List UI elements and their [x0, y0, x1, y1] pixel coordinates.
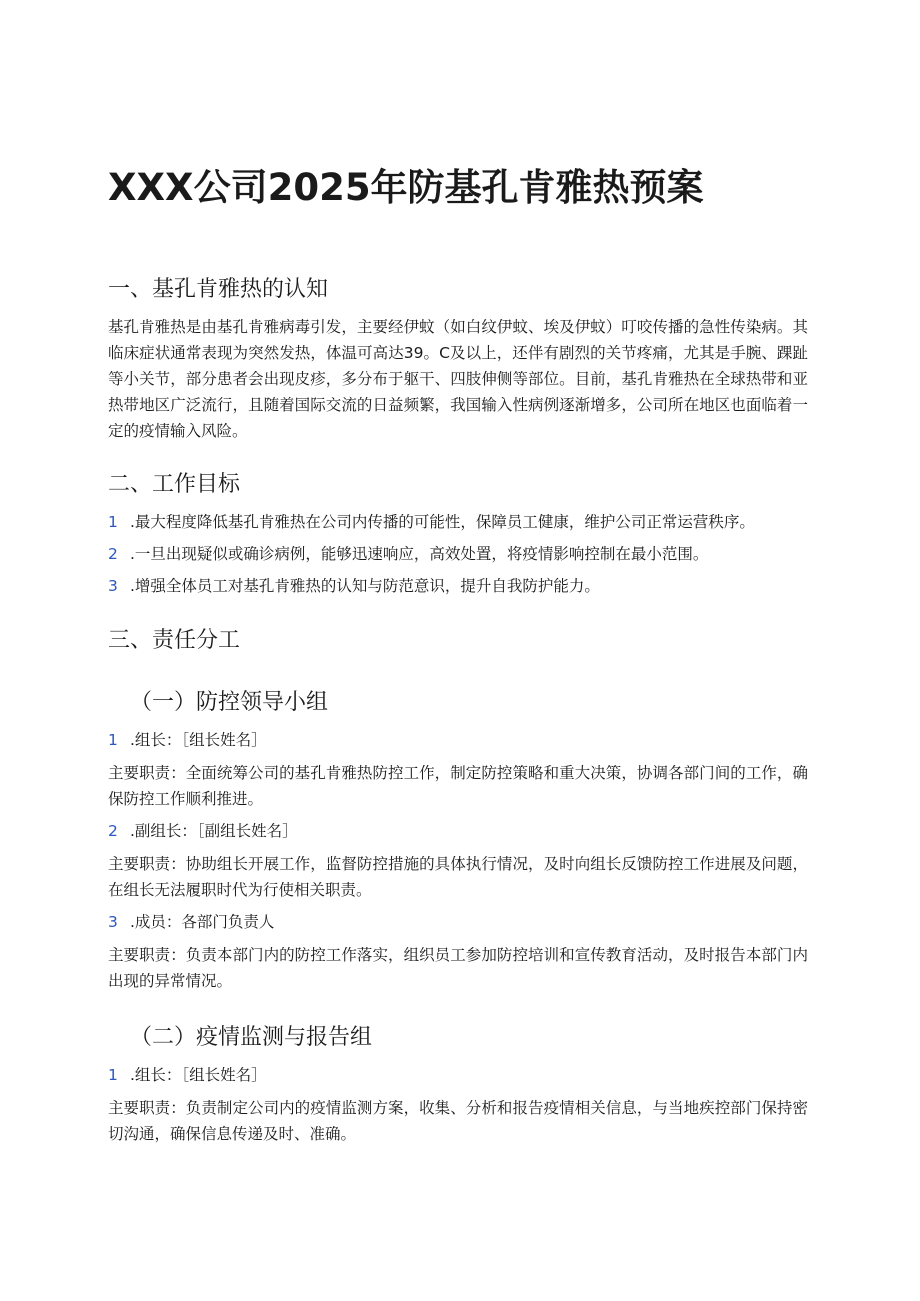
role-item: [108, 909, 808, 935]
role-text: .副组长：［副组长姓名］: [130, 822, 298, 840]
goal-text: .最大程度降低基孔肯雅热在公司内传播的可能性，保障员工健康，维护公司正常运营秩序。: [130, 513, 755, 531]
goal-item: [108, 509, 808, 535]
goal-text: .增强全体员工对基孔肯雅热的认知与防范意识，提升自我防护能力。: [130, 577, 600, 595]
role-item: [108, 1062, 808, 1088]
document-page: [108, 160, 808, 1147]
goal-item: [108, 541, 808, 567]
goal-item: [108, 573, 808, 599]
goal-text: .一旦出现疑似或确诊病例，能够迅速响应，高效处置，将疫情影响控制在最小范围。: [130, 545, 709, 563]
list-number: 1: [108, 513, 118, 531]
group-1-heading: （一）防控领导小组: [130, 690, 329, 715]
list-number: 3: [108, 913, 118, 931]
role-item: [108, 727, 808, 753]
role-text: .成员：各部门负责人: [130, 913, 275, 931]
list-number: 3: [108, 577, 118, 595]
list-number: 1: [108, 1066, 118, 1084]
group-2-heading: （二）疫情监测与报告组: [130, 1025, 373, 1050]
list-number: 1: [108, 731, 118, 749]
role-duty: 主要职责：负责本部门内的防控工作落实，组织员工参加防控培训和宣传教育活动，及时报告本部门内出现的异常情况。: [108, 946, 808, 990]
role-duty: 主要职责：协助组长开展工作，监督防控措施的具体执行情况，及时向组长反馈防控工作进展及问题，在组长无法履职时代为行使相关职责。: [108, 855, 808, 899]
role-duty: 主要职责：全面统筹公司的基孔肯雅热防控工作，制定防控策略和重大决策，协调各部门间的工作，确保防控工作顺利推进。: [108, 764, 808, 808]
section-3-heading: 三、责任分工: [108, 628, 241, 653]
list-number: 2: [108, 822, 118, 840]
document-title: XXX公司2025年防基孔肯雅热预案: [108, 166, 704, 209]
role-item: [108, 818, 808, 844]
section-1-body: 基孔肯雅热是由基孔肯雅病毒引发，主要经伊蚊（如白纹伊蚊、埃及伊蚊）叮咬传播的急性传染病。其临床症状通常表现为突然发热，体温可高达39。C及以上，还伴有剧烈的关节疼痛，尤其是手腕、踝趾等小关节，部分患者会出现皮疹，多分布于躯干、四肢伸侧等部位。目前，基孔肯雅热在全球热带和亚热带地区广泛流行，且随着国际交流的日益频繁，我国输入性病例逐渐增多，公司所在地区也面临着一定的疫情输入风险。: [108, 318, 808, 440]
role-text: .组长：［组长姓名］: [130, 1066, 267, 1084]
role-text: .组长：［组长姓名］: [130, 731, 267, 749]
section-1-heading: 一、基孔肯雅热的认知: [108, 277, 329, 302]
list-number: 2: [108, 545, 118, 563]
role-duty: 主要职责：负责制定公司内的疫情监测方案，收集、分析和报告疫情相关信息，与当地疾控部门保持密切沟通，确保信息传递及时、准确。: [108, 1099, 808, 1143]
section-2-heading: 二、工作目标: [108, 472, 241, 497]
